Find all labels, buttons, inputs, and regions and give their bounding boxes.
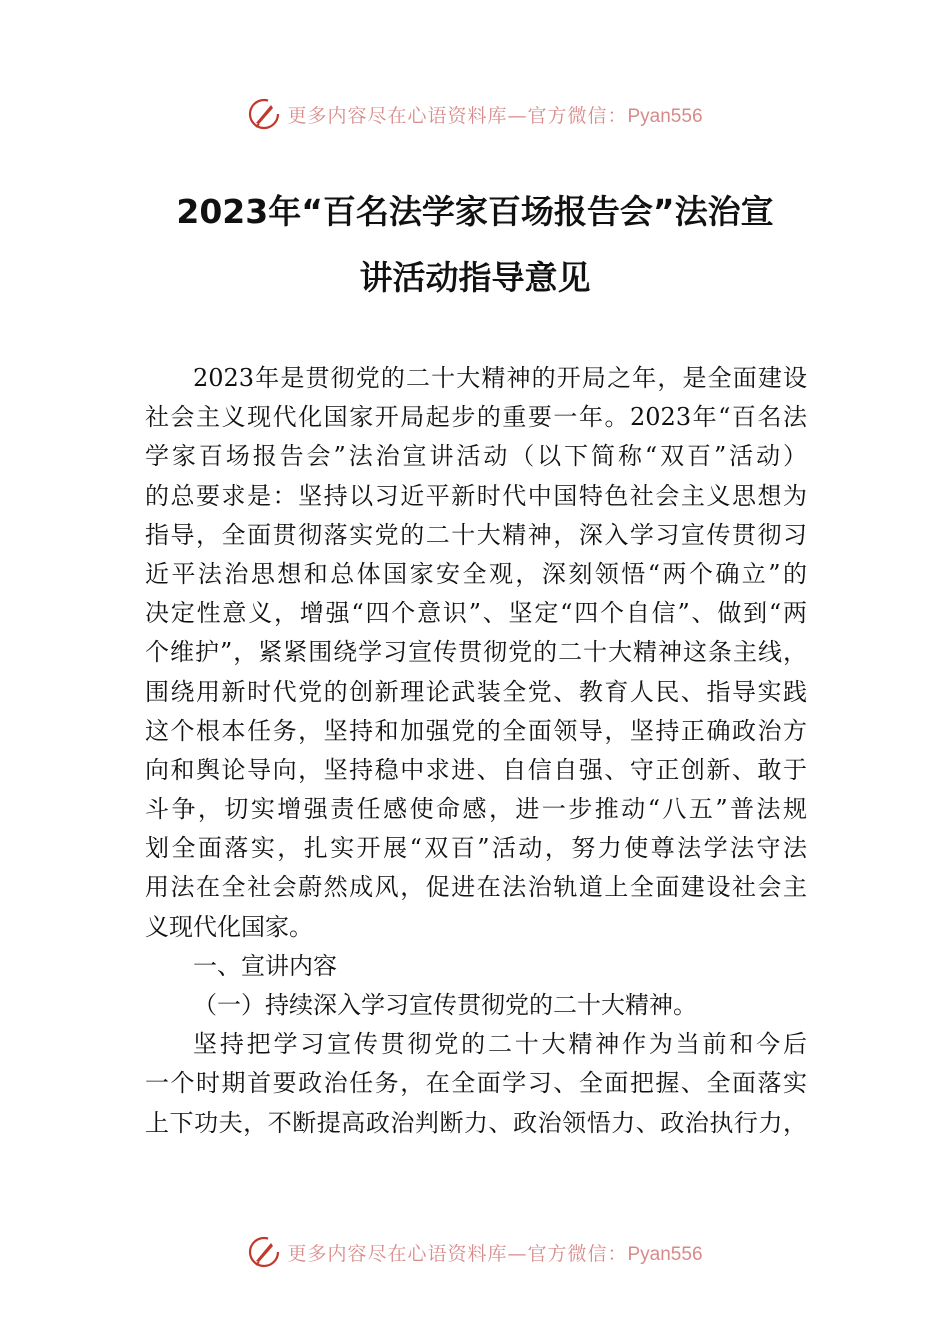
text-line: 2023年是贯彻党的二十大精神的开局之年，是全面建设 [193,364,807,392]
text-line: 划全面落实，扎实开展“双百”活动，努力使尊法学法守法 [145,834,807,863]
watermark-code: Pyan556 [627,1243,703,1265]
text-line: 坚持把学习宣传贯彻党的二十大精神作为当前和今后 [193,1030,807,1059]
subsection-heading: （一）持续深入学习宣传贯彻党的二十大精神。 [193,991,697,1019]
document-body [145,359,807,1143]
text-line: 这个根本任务，坚持和加强党的全面领导，坚持正确政治方 [145,716,807,745]
watermark-code: Pyan556 [627,105,703,127]
quill-logo-icon [247,97,281,131]
section-heading: 一、宣讲内容 [193,951,337,980]
document-title-line-1: 2023年“百名法学家百场报告会”法治宣 [176,192,774,231]
text-line: 斗争，切实增强责任感使命感，进一步推动“八五”普法规 [145,795,807,824]
text-line: 学家百场报告会”法治宣讲活动（以下简称“双百”活动） [145,442,807,471]
text-line: 用法在全社会蔚然成风，促进在法治轨道上全面建设社会主 [145,873,807,902]
watermark-footer [0,1232,950,1272]
text-line: 围绕用新时代党的创新理论武装全党、教育人民、指导实践 [145,677,807,706]
text-line: 的总要求是：坚持以习近平新时代中国特色社会主义思想为 [145,481,807,510]
document-title-line-2: 讲活动指导意见 [359,258,591,297]
text-line: 个维护”，紧紧围绕学习宣传贯彻党的二十大精神这条主线， [145,638,807,667]
text-line: 向和舆论导向，坚持稳中求进、自信自强、守正创新、敢于 [145,755,807,784]
watermark-text: 更多内容尽在心语资料库—官方微信：Pyan556 [287,1242,703,1265]
text-line: 义现代化国家。 [145,912,313,941]
watermark-header [0,94,950,134]
text-line: 指导，全面贯彻落实党的二十大精神，深入学习宣传贯彻习 [145,520,807,549]
watermark-text: 更多内容尽在心语资料库—官方微信：Pyan556 [287,104,703,127]
text-line: 上下功夫，不断提高政治判断力、政治领悟力、政治执行力， [145,1108,807,1137]
quill-logo-icon [247,1235,281,1269]
text-line: 一个时期首要政治任务，在全面学习、全面把握、全面落实 [145,1069,807,1098]
text-line: 社会主义现代化国家开局起步的重要一年。2023年“百名法 [145,403,807,432]
text-line: 决定性意义，增强“四个意识”、坚定“四个自信”、做到“两 [145,599,807,628]
text-line: 近平法治思想和总体国家安全观，深刻领悟“两个确立”的 [145,559,807,588]
